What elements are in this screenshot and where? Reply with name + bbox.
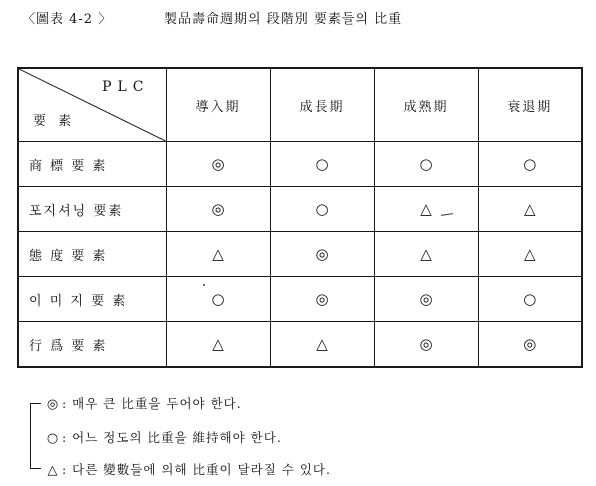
legend-text: : 어느 정도의 比重을 維持해야 한다. (62, 430, 282, 445)
corner-plc-label: PLC (102, 79, 150, 95)
weight-mark: ○ (270, 187, 374, 232)
double-circle-icon: ◎ (46, 397, 60, 412)
column-header-decline: 衰退期 (478, 68, 582, 142)
corner-element-label: 要 素 (33, 114, 76, 129)
row-label: 포지셔닝 要素 (18, 187, 166, 232)
legend-item-medium (44, 428, 282, 446)
legend-text: : 다른 變數들에 의해 比重이 달라질 수 있다. (62, 462, 331, 477)
row-label: 行 爲 要 素 (18, 322, 166, 368)
column-header-growth: 成長期 (270, 68, 374, 142)
table-row (18, 277, 582, 322)
weight-mark: △ (374, 232, 478, 277)
triangle-icon: △ (47, 463, 59, 478)
weight-mark: ◎ (166, 142, 270, 187)
header-row (18, 68, 582, 142)
weight-mark: ○ (478, 277, 582, 322)
weight-mark: △ (270, 322, 374, 368)
figure-caption (22, 8, 582, 28)
weight-mark: △ (478, 187, 582, 232)
column-header-introduction: 導入期 (166, 68, 270, 142)
table-row (18, 187, 582, 232)
weight-mark: ◎ (478, 322, 582, 368)
row-label: 態 度 要 素 (18, 232, 166, 277)
corner-cell (18, 68, 166, 142)
row-label: 商 標 要 素 (18, 142, 166, 187)
weight-mark: △ (374, 187, 478, 232)
plc-element-table (17, 67, 583, 368)
legend-item-high (44, 394, 242, 412)
legend-bracket (30, 403, 41, 469)
row-label: 이 미 지 要 素 (18, 277, 166, 322)
weight-mark: ○ (270, 142, 374, 187)
column-header-maturity: 成熟期 (374, 68, 478, 142)
legend (30, 392, 570, 480)
table-row (18, 232, 582, 277)
legend-item-variable (44, 460, 331, 478)
legend-text: : 매우 큰 比重을 두어야 한다. (62, 396, 242, 411)
weight-mark: ◎ (374, 322, 478, 368)
weight-mark: ○ (374, 142, 478, 187)
weight-mark: ◎ (166, 187, 270, 232)
weight-mark: △ (166, 232, 270, 277)
table-row (18, 322, 582, 368)
circle-icon: ○ (46, 431, 60, 446)
weight-mark: ◎ (270, 232, 374, 277)
print-speck (203, 284, 205, 286)
figure-title: 製品壽命週期의 段階別 要素들의 比重 (164, 12, 403, 27)
weight-mark: △ (166, 322, 270, 368)
weight-mark: △ (478, 232, 582, 277)
weight-mark: ◎ (374, 277, 478, 322)
figure-label: 〈圖表 4-2 〉 (22, 12, 113, 27)
weight-mark: ○ (166, 277, 270, 322)
weight-mark: ○ (478, 142, 582, 187)
weight-mark: ◎ (270, 277, 374, 322)
table-row (18, 142, 582, 187)
